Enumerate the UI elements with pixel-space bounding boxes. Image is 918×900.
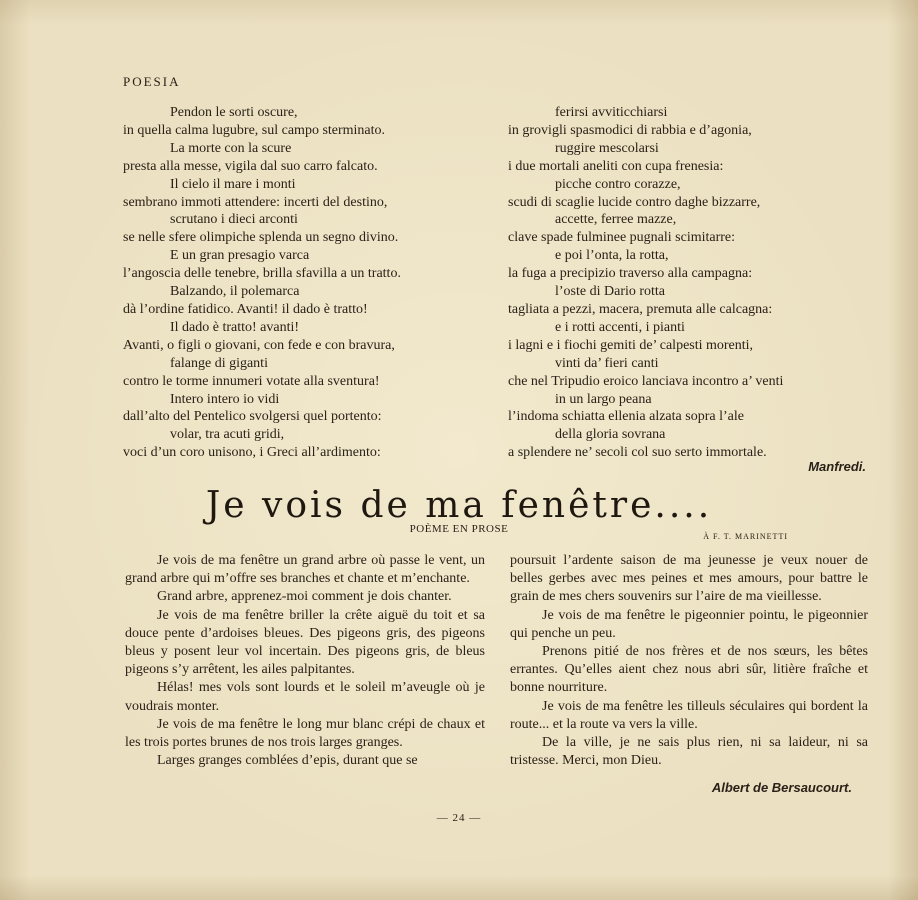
poem-line: Il cielo il mare i monti — [170, 176, 296, 192]
poem-line: l’indoma schiatta ellenia alzata sopra l’ale — [508, 409, 744, 425]
poem-line: della gloria sovrana — [555, 427, 666, 443]
italian-poem-left-column — [123, 104, 453, 462]
poem-line: in un largo peana — [555, 391, 652, 407]
poem-line: accette, ferree mazze, — [555, 212, 677, 228]
poem-line: i lagni e i fiochi gemiti de’ calpesti morenti, — [508, 337, 754, 353]
french-poem-right-column — [510, 552, 868, 770]
poem-line: i due mortali aneliti con cupa frenesia: — [508, 158, 724, 174]
poem-line: scrutano i dieci arconti — [170, 212, 298, 228]
poem-line: in grovigli spasmodici di rabbia e d’agonia, — [508, 122, 752, 138]
poem-line: presta alla messe, vigila dal suo carro falcato. — [123, 158, 378, 174]
poem-line: vinti da’ fieri canti — [555, 355, 659, 371]
french-poem-title: Je vois de ma fenêtre.... — [205, 485, 713, 526]
prose-paragraph: Je vois de ma fenêtre les tilleuls séculaires qui bordent la route... et la route va vers la ville. — [510, 698, 868, 732]
poem-line: dall’alto del Pentelico svolgersi quel portento: — [123, 409, 382, 425]
poem-line: contro le torme innumeri votate alla sventura! — [123, 373, 380, 389]
poem-line: Balzando, il polemarca — [170, 284, 300, 300]
poem-line: volar, tra acuti gridi, — [170, 427, 285, 443]
french-poem-subtitle: POÈME EN PROSE — [409, 523, 509, 535]
poem-line: in quella calma lugubre, sul campo sterminato. — [123, 122, 386, 138]
poem-line: clave spade fulminee pugnali scimitarre: — [508, 230, 736, 246]
poem-line: dà l’ordine fatidico. Avanti! il dado è tratto! — [123, 301, 368, 317]
poem-line: che nel Tripudio eroico lanciava incontro a’ venti — [508, 373, 784, 389]
prose-paragraph: Prenons pitié de nos frères et de nos sœurs, les bêtes errantes. Qu’elles aient chez nous abri sûr, litière fraîche et bonne nourriture. — [510, 644, 868, 696]
prose-paragraph: Grand arbre, apprenez-moi comment je dois chanter. — [157, 589, 452, 605]
prose-paragraph: Je vois de ma fenêtre le pigeonnier pointu, le pigeonnier qui penche un peu. — [510, 607, 868, 641]
poem-line: l’angoscia delle tenebre, brilla sfavilla a un tratto. — [123, 266, 401, 282]
poem-line: Pendon le sorti oscure, — [170, 105, 298, 120]
poem-line: scudi di scaglie lucide contro daghe bizzarre, — [508, 194, 761, 210]
poem-line: a splendere ne’ secoli col suo serto immortale. — [508, 445, 767, 461]
poem-line: E un gran presagio varca — [170, 248, 310, 264]
poem-line: la fuga a precipizio traverso alla campagna: — [508, 266, 753, 282]
italian-poem-right-column — [508, 104, 838, 462]
poem-line: e poi l’onta, la rotta, — [555, 248, 669, 264]
poem-line: tagliata a pezzi, macera, premuta alle calcagna: — [508, 301, 773, 317]
poem-line: sembrano immoti attendere: incerti del destino, — [123, 194, 388, 210]
poem-line: falange di giganti — [170, 355, 268, 371]
prose-paragraph: Hélas! mes vols sont lourds et le soleil m’aveugle où je voudrais monter. — [125, 680, 485, 714]
prose-paragraph: Je vois de ma fenêtre briller la crête aiguë du toit et sa douce pente d’ardoises bleues. Des pigeons gris, des pigeons bleus y posent leur vol incertain. Des pigeons gris, de bleus pigeons s’y arrêtent, les ailes palpitantes. — [125, 607, 485, 678]
poem-line: Il dado è tratto! avanti! — [170, 319, 300, 335]
poem-line: ferirsi avviticchiarsi — [555, 105, 668, 120]
poem-line: voci d’un coro unisono, i Greci all’ardimento: — [123, 445, 381, 461]
poem-line: Avanti, o figli o giovani, con fede e con bravura, — [123, 337, 395, 353]
prose-paragraph: Larges granges comblées d’epis, durant que se — [157, 753, 418, 769]
poem-line: Intero intero io vidi — [170, 391, 280, 407]
section-header: POESIA — [123, 74, 181, 89]
page-number: — 24 — — [436, 812, 482, 824]
french-poem-dedication: À F. T. MARINETTI — [703, 532, 788, 541]
poem-line: La morte con la scure — [170, 140, 292, 156]
prose-paragraph: Je vois de ma fenêtre le long mur blanc crépi de chaux et les trois portes brunes de nos trois larges granges. — [125, 716, 485, 751]
prose-paragraph: De la ville, je ne sais plus rien, ni sa laideur, ni sa tristesse. Merci, mon Dieu. — [510, 735, 868, 769]
french-poem-left-column — [125, 552, 485, 770]
prose-paragraph-continued: poursuit l’ardente saison de ma jeunesse je veux nouer de belles gerbes avec mes peines et mes amours, pour battre le grain de mes chers souvenirs sur l’aire de ma vieillesse. — [510, 553, 868, 605]
poem-line: l’oste di Dario rotta — [555, 284, 666, 300]
french-poem-signature: Albert de Bersaucourt. — [711, 780, 852, 795]
poem-line: ruggire mescolarsi — [555, 140, 659, 156]
poem-line: se nelle sfere olimpiche splenda un segno divino. — [123, 230, 399, 246]
poem-line: e i rotti accenti, i pianti — [555, 319, 685, 335]
poem-line: picche contro corazze, — [555, 176, 681, 192]
prose-paragraph: Je vois de ma fenêtre un grand arbre où passe le vent, un grand arbre qui m’offre ses branches et chante et m’enchante. — [125, 553, 485, 587]
italian-poem-signature: Manfredi. — [808, 459, 866, 474]
